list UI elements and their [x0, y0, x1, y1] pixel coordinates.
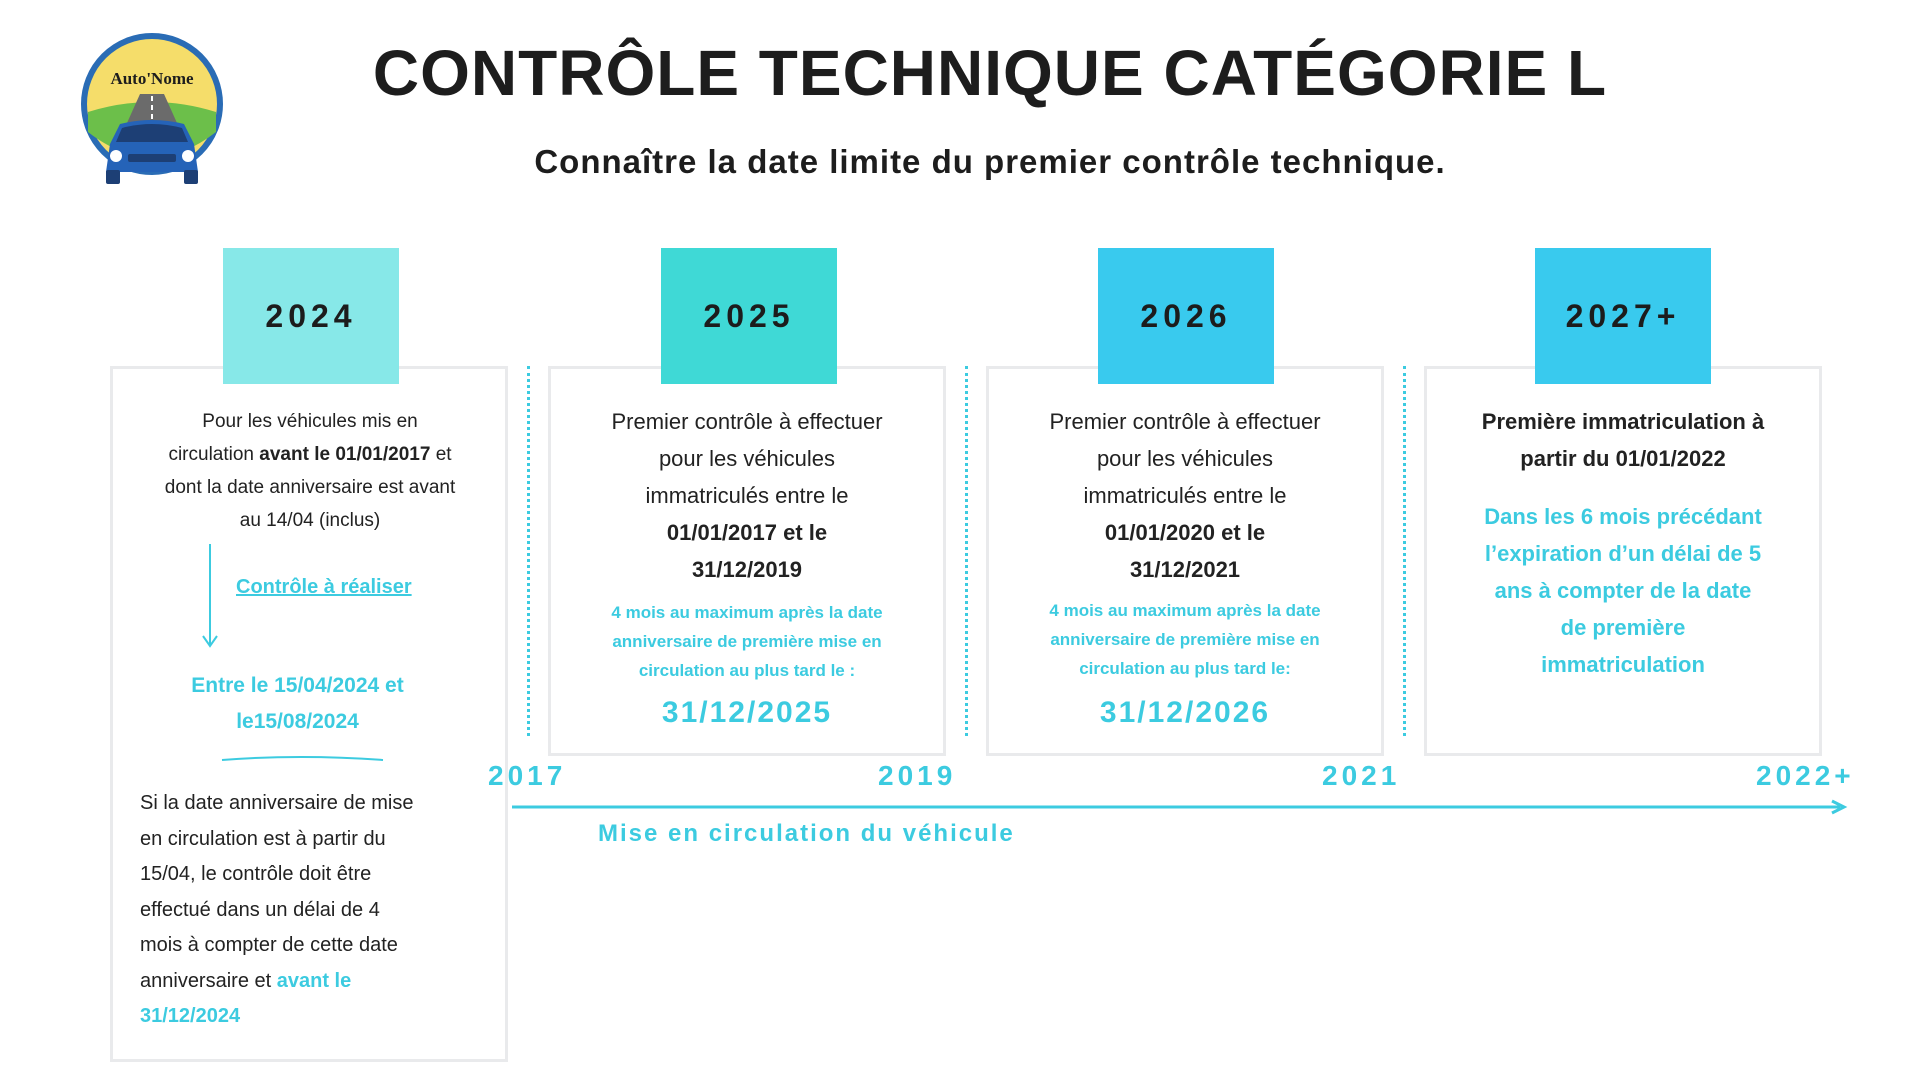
axis-caption: Mise en circulation du véhicule — [598, 820, 1015, 847]
deadline-2026: 31/12/2026 — [1099, 696, 1271, 729]
note-2026: 4 mois au maximum après la date anniversaire de première mise en circulation au plus tard le: — [1049, 601, 1321, 678]
year-label: 2026 — [1140, 297, 1232, 334]
year-box-2025 — [661, 248, 837, 384]
axis-label-2017: 2017 — [488, 760, 567, 791]
range-2024: Entre le 15/04/2024 et le15/08/2024 — [191, 674, 404, 733]
year-label: 2025 — [703, 297, 795, 334]
logo-text: Auto'Nome — [110, 69, 194, 88]
axis-label-2022plus: 2022+ — [1756, 760, 1855, 791]
year-box-2026 — [1098, 248, 1274, 384]
separator-dotted — [1403, 366, 1406, 736]
arrow-down-icon — [200, 544, 220, 655]
separator-dotted — [527, 366, 530, 736]
page-subtitle: Connaître la date limite du premier contrôle technique. — [534, 143, 1446, 180]
year-label: 2024 — [265, 297, 357, 334]
timeline-arrow — [512, 799, 1848, 820]
intro-2024: Pour les véhicules mis en circulation avant le 01/01/2017 et dont la date anniversaire est avant au 14/04 (inclus) — [164, 411, 456, 531]
year-box-2027 — [1535, 248, 1711, 384]
text-2027: Première immatriculation à partir du 01/01/2022 — [1481, 409, 1765, 471]
note-2025: 4 mois au maximum après la date anniversaire de première mise en circulation au plus tard le : — [611, 603, 883, 680]
page-title: CONTRÔLE TECHNIQUE CATÉGORIE L — [372, 37, 1608, 109]
paragraph-2024: Si la date anniversaire de mise en circulation est à partir du 15/04, le contrôle doit être effectué dans un délai de 4 mois à compter de cette date anniversaire et avant le 31/12/2024 — [140, 792, 414, 1027]
text-2026: Premier contrôle à effectuer pour les véhicules immatriculés entre le 01/01/2020 et le 31/12/2021 — [1049, 409, 1321, 582]
controle-link[interactable]: Contrôle à réaliser — [236, 576, 412, 598]
year-label: 2027+ — [1565, 297, 1681, 334]
autonome-logo — [80, 32, 225, 194]
year-box-2024 — [223, 248, 399, 384]
deadline-2025: 31/12/2025 — [661, 696, 833, 729]
separator-dotted — [965, 366, 968, 736]
axis-label-2021: 2021 — [1322, 760, 1401, 791]
text-2025: Premier contrôle à effectuer pour les véhicules immatriculés entre le 01/01/2017 et le 31/12/2019 — [611, 409, 883, 582]
wave-divider — [220, 752, 385, 771]
axis-label-2019: 2019 — [878, 760, 957, 791]
teal-text-2027: Dans les 6 mois précédant l’expiration d’un délai de 5 ans à compter de la date de première immatriculation — [1484, 504, 1762, 677]
